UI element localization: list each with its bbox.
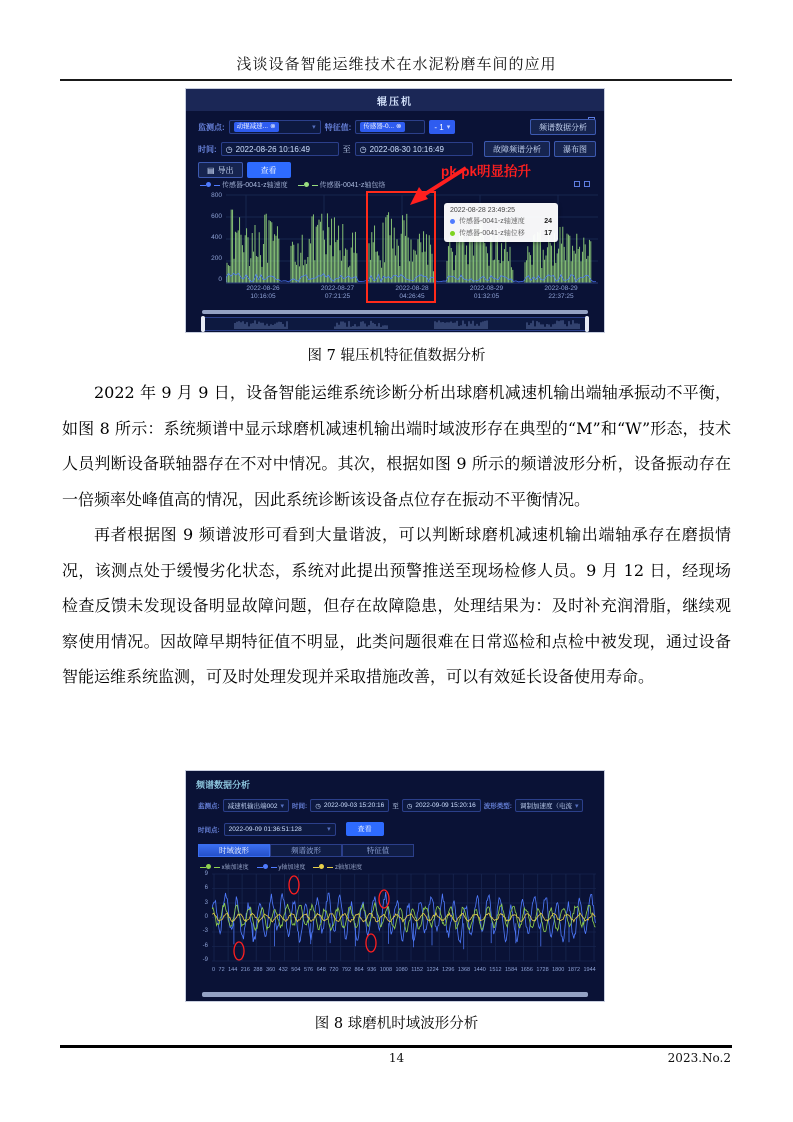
- waterfall-button[interactable]: 瀑布图: [554, 141, 596, 157]
- x-axis-tick: 1440: [473, 967, 486, 973]
- waveform-tabs: [198, 844, 414, 857]
- x-axis-tick: 864: [354, 967, 364, 973]
- y-axis-tick: -6: [202, 942, 208, 949]
- time-to-label: 至: [342, 144, 351, 154]
- y-axis-tick: 9: [204, 871, 208, 877]
- y-axis-tick: 3: [204, 899, 208, 906]
- dashboard-title: 辊压机: [377, 96, 413, 108]
- x-axis-tick: 1224: [426, 967, 439, 973]
- filter-row-1: [198, 799, 596, 812]
- x-axis-tick: 2022-08-29 22:37:25: [544, 285, 578, 300]
- datazoom-handle-left[interactable]: [201, 316, 205, 332]
- y-axis: [196, 191, 222, 283]
- tab-time-domain[interactable]: 时域波形: [198, 844, 270, 857]
- chevron-down-icon: ▾: [446, 124, 451, 131]
- pkpk-annotation: pk-pk明显抬升: [441, 164, 532, 179]
- dashboard-titlebar: [186, 89, 604, 111]
- paragraph: 2022 年 9 月 9 日，设备智能运维系统诊断分析出球磨机减速机输出端轴承振动不平衡，如图 8 所示：系统频谱中显示球磨机减速机输出端时域波形存在典型的“M”和“W”形态，技术人员判断设备联轴器存在不对中情况。其次，根据如图 9 所示的频谱波形分析，设备振动存在一倍频率处峰值高的情况，因此系统诊断该设备点位存在振动不平衡情况。: [62, 383, 731, 509]
- tooltip-time: 2022-08-28 23:49:25: [450, 207, 515, 214]
- y-axis-tick: 600: [211, 213, 222, 220]
- monitor-point-label: 监测点:: [198, 122, 225, 132]
- chart-toolbox: [574, 181, 590, 187]
- figure7-screenshot: [185, 88, 605, 333]
- legend-item[interactable]: x轴加速度: [200, 862, 249, 871]
- x-axis-tick: 936: [367, 967, 377, 973]
- alert-circle: [366, 934, 376, 952]
- chevron-down-icon: ▾: [574, 802, 579, 810]
- tab-feature-value[interactable]: 特征值: [342, 844, 414, 857]
- x-axis-tick: 1152: [411, 967, 424, 973]
- x-axis-tick: 1368: [457, 967, 471, 973]
- y-axis-tick: 200: [211, 255, 222, 262]
- legend-item[interactable]: z轴加速度: [313, 862, 362, 871]
- clock-icon: ◷: [225, 144, 233, 154]
- view-button[interactable]: 查看: [247, 162, 291, 178]
- wave-type-label: 波形类型:: [483, 803, 512, 810]
- x-axis-tick: 1080: [395, 967, 408, 973]
- x-axis-tick: 1800: [552, 967, 565, 973]
- article-body: [62, 375, 731, 695]
- y-axis: [196, 871, 208, 963]
- x-axis-tick: 1656: [520, 967, 533, 973]
- x-axis-tick: 360: [266, 967, 276, 973]
- x-axis-tick: 1728: [536, 967, 549, 973]
- datazoom-slider[interactable]: [202, 317, 588, 331]
- filter-row-2: [198, 141, 596, 157]
- x-axis-tick: 1008: [379, 967, 393, 973]
- monitor-point-select[interactable]: 减速机输出端002 ▾: [223, 799, 289, 812]
- time-end-input[interactable]: ◷ 2022-09-09 15:20:16: [402, 799, 481, 812]
- y-axis-tick: 6: [204, 885, 208, 892]
- x-axis-tick: 2022-08-29 01:32:05: [469, 285, 504, 300]
- y-axis-tick: -3: [202, 928, 208, 935]
- x-axis-tick: 0: [212, 967, 216, 973]
- chart-tooltip: [444, 203, 558, 242]
- chevron-down-icon: ▾: [312, 124, 316, 131]
- legend-item[interactable]: y轴加速度: [257, 862, 306, 871]
- chevron-down-icon: ▾: [327, 826, 331, 833]
- close-icon[interactable]: ⊗: [270, 123, 276, 130]
- close-icon[interactable]: ⊗: [396, 123, 402, 130]
- series-marker: [304, 182, 309, 187]
- export-button[interactable]: ▤ 导出: [198, 162, 243, 178]
- horizontal-scrollbar[interactable]: [202, 310, 588, 314]
- time-start-input[interactable]: ◷ 2022-09-03 15:20:16: [310, 799, 389, 812]
- wave-type-select[interactable]: 调制加速度（电流 ▾: [515, 799, 584, 812]
- spectrum-analysis-button[interactable]: 频谱数据分析: [530, 119, 596, 135]
- tooltip-row: 传感器-0041-z轴速度 24: [450, 216, 552, 226]
- tab-spectrum[interactable]: 频谱波形: [270, 844, 342, 857]
- x-axis-tick: 1872: [567, 967, 581, 973]
- selected-monitor-chip: 动辊减速... ⊗: [234, 122, 279, 132]
- x-axis-tick: 576: [303, 967, 314, 973]
- monitor-point-label: 监测点:: [198, 803, 220, 810]
- x-axis-tick: 1296: [442, 967, 455, 973]
- chart-plot[interactable]: [212, 871, 596, 966]
- x-axis-tick: 504: [291, 967, 301, 973]
- chart-legend: [200, 180, 385, 190]
- time-point-label: 时间点:: [198, 826, 220, 834]
- page-title: 浅谈设备智能运维技术在水泥粉磨车间的应用: [236, 55, 557, 73]
- series-marker: [206, 864, 211, 869]
- alert-circle: [289, 876, 299, 894]
- save-image-icon[interactable]: [584, 181, 590, 187]
- monitor-point-select[interactable]: [229, 120, 321, 134]
- time-to-label: 至: [392, 803, 399, 810]
- x-axis-tick: 648: [316, 967, 326, 973]
- fault-spectrum-button[interactable]: 故障频谱分析: [484, 141, 550, 157]
- restore-icon[interactable]: [574, 181, 580, 187]
- feature-value-select[interactable]: [355, 120, 425, 134]
- paragraph: 再者根据图 9 频谱波形可看到大量谐波，可以判断球磨机减速机输出端轴承存在磨损情况，该测点处于缓慢劣化状态，系统对此提出预警推送至现场检修人员。9 月 12 日，经现场检查反馈未发现设备明显故障问题，但存在故障隐患，处理结果为：及时补充润滑脂，继续观察使用情况。因故障早期特征值不明显，此类问题很难在日常巡检和点检中被发现，通过设备智能运维系统监测，可及时处理发现并采取措施改善，可以有效延长设备使用寿命。: [62, 525, 731, 686]
- y-axis-tick: 400: [211, 234, 222, 241]
- figure8-caption: 图 8 球磨机时域波形分析: [314, 1016, 479, 1032]
- export-icon: ▤: [207, 165, 215, 175]
- time-start-input[interactable]: ◷ 2022-08-26 10:16:49: [221, 142, 339, 156]
- datazoom-handle-right[interactable]: [585, 316, 589, 332]
- axis-select[interactable]: - 1 ▾: [429, 120, 455, 134]
- x-axis-tick: 72: [218, 967, 225, 973]
- chevron-down-icon: ▾: [280, 802, 285, 810]
- y-axis-tick: 0: [218, 276, 222, 283]
- time-label: 时间:: [292, 803, 308, 810]
- time-point-select[interactable]: 2022-09-09 01:36:51:128 ▾: [224, 823, 336, 836]
- panel-title: 频谱数据分析: [196, 780, 251, 790]
- x-axis-tick: 216: [240, 967, 250, 973]
- selected-feature-chip: 传感器-0... ⊗: [360, 122, 404, 132]
- alert-circle: [379, 890, 389, 908]
- series-marker: [206, 182, 211, 187]
- legend-item[interactable]: 传感器-0041-z轴包络: [298, 180, 386, 190]
- x-axis-tick: 2022-08-27 07:21:25: [320, 285, 355, 300]
- time-label: 时间:: [198, 144, 217, 154]
- horizontal-scrollbar[interactable]: [202, 992, 588, 997]
- series-marker: [450, 219, 455, 224]
- series-marker: [450, 231, 455, 236]
- x-axis-tick: 720: [329, 967, 339, 973]
- x-axis-tick: 792: [341, 967, 352, 973]
- tooltip-row: 传感器-0041-z轴位移 17: [450, 228, 552, 238]
- x-axis-tick: 1944: [583, 967, 596, 973]
- legend-item[interactable]: 传感器-0041-z轴速度: [200, 180, 288, 190]
- page-number: 14: [388, 1051, 405, 1065]
- x-axis-tick: 288: [253, 967, 263, 973]
- view-button[interactable]: 查看: [346, 822, 384, 836]
- filter-row-1: [198, 119, 596, 135]
- chart-legend: [200, 862, 362, 871]
- y-axis-tick: 800: [211, 192, 222, 199]
- clock-icon: ◷: [406, 802, 413, 810]
- time-end-input[interactable]: ◷ 2022-08-30 10:16:49: [355, 142, 473, 156]
- filter-row-2: [198, 822, 596, 836]
- x-axis-tick: 2022-08-28 04:26:45: [395, 285, 429, 300]
- series-marker: [319, 864, 324, 869]
- figure8-screenshot: [185, 770, 605, 1002]
- x-axis-tick: 144: [228, 967, 238, 973]
- time-domain-chart[interactable]: [196, 871, 596, 966]
- clock-icon: ◷: [359, 144, 367, 154]
- filter-row-3: [198, 162, 596, 178]
- footer-rule: [60, 1045, 732, 1048]
- clock-icon: ◷: [315, 802, 321, 810]
- series-marker: [263, 864, 268, 869]
- y-axis-tick: 0: [204, 913, 208, 920]
- x-axis-tick: 1512: [489, 967, 502, 973]
- x-axis-tick: 2022-08-26 10:16:05: [246, 285, 280, 300]
- header-rule: [60, 79, 732, 81]
- figure7-caption: 图 7 辊压机特征值数据分析: [307, 348, 486, 364]
- x-axis: [212, 967, 596, 973]
- issue-label: 2023.No.2: [667, 1051, 731, 1065]
- x-axis-tick: 1584: [504, 967, 518, 973]
- x-axis-tick: 432: [278, 967, 288, 973]
- y-axis-tick: -9: [202, 956, 208, 963]
- feature-value-label: 特征值:: [324, 122, 352, 132]
